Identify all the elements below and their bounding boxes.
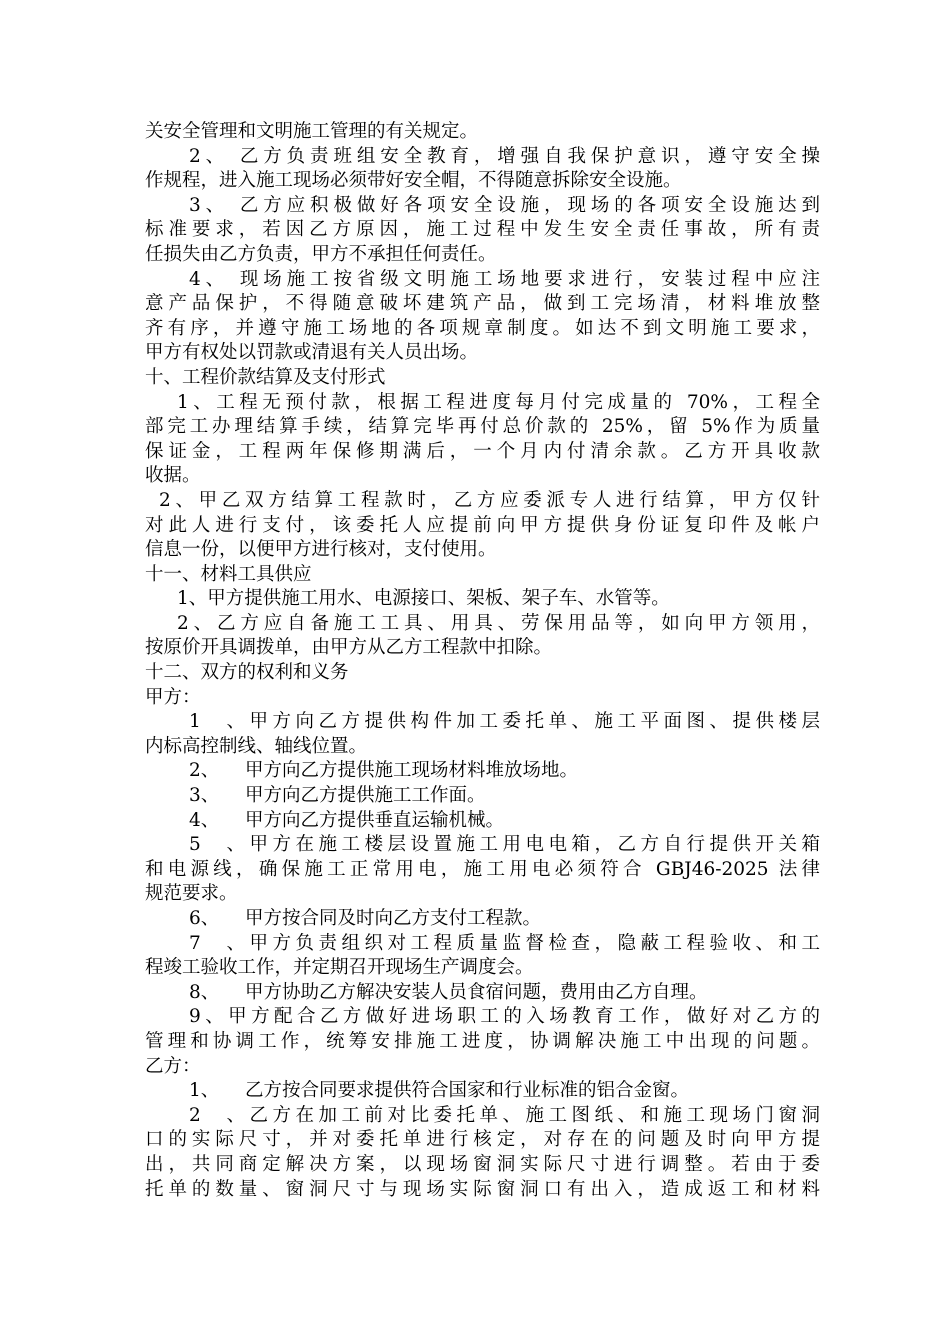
text-line: 按原价开具调拨单，由甲方从乙方工程款中扣除。 <box>145 637 553 659</box>
item-number: 4、 <box>189 809 220 831</box>
text-line: 程竣工验收工作，并定期召开现场生产调度会。 <box>145 957 534 979</box>
subsection-label: 甲方： <box>145 686 201 708</box>
item-number: 3、 <box>189 785 220 807</box>
list-item <box>145 809 820 834</box>
text-line: 意产品保护，不得随意破坏建筑产品，做到工完场清，材料堆放整 <box>145 293 820 315</box>
text-line: 任损失由乙方负责，甲方不承担任何责任。 <box>145 243 497 265</box>
text-line: 齐有序，并遵守施工场地的各项规章制度。如达不到文明施工要求， <box>145 317 820 339</box>
list-item <box>145 1079 820 1104</box>
item-number: 1、 <box>189 711 245 733</box>
item-number: 6、 <box>189 908 220 929</box>
list-item <box>145 784 820 809</box>
text-line: 规范要求。 <box>145 883 238 905</box>
text-line: 和电源线，确保施工正常用电，施工用电必须符合 GBJ46-2025 法律 <box>145 858 820 880</box>
item-number: 7、 <box>189 932 245 954</box>
item-text: 甲方向乙方提供施工工作面。 <box>245 785 486 807</box>
text-line: 4、 现场施工按省级文明施工场地要求进行，安装过程中应注 <box>189 268 820 290</box>
text-line: 2、甲乙双方结算工程款时，乙方应委派专人进行结算，甲方仅针 <box>159 489 820 511</box>
text-line: 标准要求，若因乙方原因，施工过程中发生安全责任事故，所有责 <box>145 219 820 241</box>
item-text: 乙方在加工前对比委托单、施工图纸、和施工现场门窗洞 <box>245 1104 820 1126</box>
list-item <box>145 907 820 932</box>
text-line: 关安全管理和文明施工管理的有关规定。 <box>145 121 479 142</box>
item-number: 5、 <box>189 834 245 856</box>
text-line: 信息一份，以便甲方进行核对，支付使用。 <box>145 539 497 561</box>
list-item <box>145 833 820 858</box>
text-line: 9、甲方配合乙方做好进场职工的入场教育工作，做好对乙方的 <box>189 1006 820 1028</box>
list-item <box>145 710 820 735</box>
text-line: 2、乙方应自备施工工具、用具、劳保用品等，如向甲方领用， <box>177 612 820 634</box>
list-item <box>145 1104 820 1129</box>
text-line: 管理和协调工作，统筹安排施工进度，协调解决施工中出现的问题。 <box>145 1030 820 1052</box>
text-line: 收据。 <box>145 465 201 487</box>
item-number: 2、 <box>189 760 220 782</box>
list-item <box>145 759 820 784</box>
section-heading: 十、工程价款结算及支付形式 <box>145 366 386 388</box>
item-text: 乙方按合同要求提供符合国家和行业标准的铝合金窗。 <box>245 1080 690 1102</box>
list-item <box>145 981 820 1006</box>
text-line: 部完工办理结算手续，结算完毕再付总价款的 25%，留 5%作为质量 <box>145 416 820 438</box>
text-line: 出，共同商定解决方案，以现场窗洞实际尺寸进行调整。若由于委 <box>145 1153 820 1175</box>
text-line: 甲方有权处以罚款或清退有关人员出场。 <box>145 342 479 364</box>
item-text: 甲方向乙方提供垂直运输机械。 <box>245 809 505 831</box>
text-line: 托单的数量、窗洞尺寸与现场实际窗洞口有出入，造成返工和材料 <box>145 1178 820 1200</box>
text-line: 1、甲方提供施工用水、电源接口、架板、架子车、水管等。 <box>177 588 670 610</box>
item-number: 1、 <box>189 1080 220 1102</box>
item-text: 甲方协助乙方解决安装人员食宿问题，费用由乙方自理。 <box>245 981 708 1003</box>
section-heading: 十二、双方的权利和义务 <box>145 662 349 684</box>
item-text: 甲方负责组织对工程质量监督检查，隐蔽工程验收、和工 <box>245 932 820 954</box>
item-text: 甲方向乙方提供构件加工委托单、施工平面图、提供楼层 <box>245 711 820 733</box>
section-heading: 十一、材料工具供应 <box>145 563 312 585</box>
text-line: 3、 乙方应积极做好各项安全设施，现场的各项安全设施达到 <box>189 194 820 216</box>
text-line: 保证金，工程两年保修期满后，一个月内付清余款。乙方开具收款 <box>145 440 820 462</box>
text-line: 口的实际尺寸，并对委托单进行核定，对存在的问题及时向甲方提 <box>145 1129 820 1151</box>
item-text: 甲方在施工楼层设置施工用电电箱，乙方自行提供开关箱 <box>245 834 820 856</box>
text-line: 对此人进行支付，该委托人应提前向甲方提供身份证复印件及帐户 <box>145 514 820 536</box>
text-line: 作规程，进入施工现场必须带好安全帽，不得随意拆除安全设施。 <box>145 170 682 192</box>
item-number: 8、 <box>189 981 220 1003</box>
text-line: 1、工程无预付款，根据工程进度每月付完成量的 70%，工程全 <box>177 391 820 413</box>
text-line: 内标高控制线、轴线位置。 <box>145 735 368 757</box>
item-text: 甲方向乙方提供施工现场材料堆放场地。 <box>245 760 579 782</box>
item-text: 甲方按合同及时向乙方支付工程款。 <box>245 908 542 929</box>
text-line: 2、 乙方负责班组安全教育，增强自我保护意识，遵守安全操 <box>189 145 820 167</box>
item-number: 2、 <box>189 1104 245 1126</box>
subsection-label: 乙方： <box>145 1055 201 1077</box>
list-item <box>145 932 820 957</box>
